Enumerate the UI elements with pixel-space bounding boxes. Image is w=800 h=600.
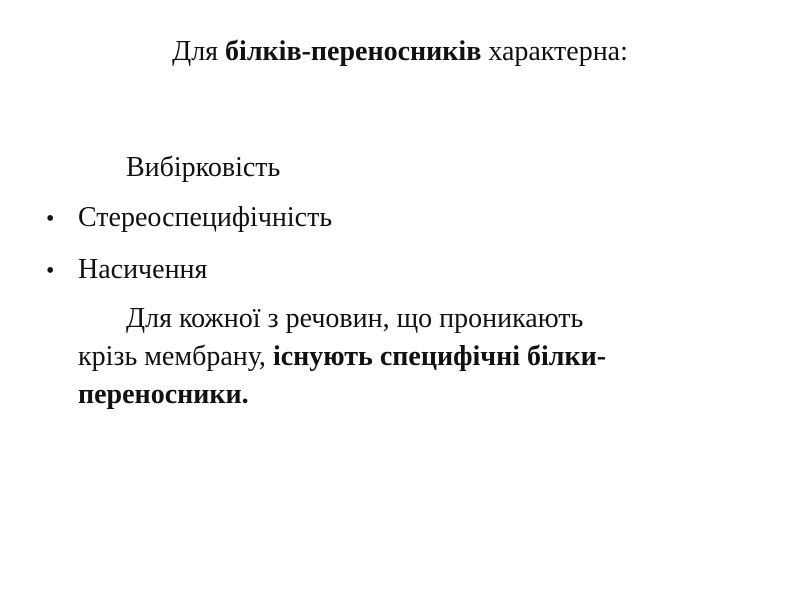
title-suffix: характерна: (481, 36, 628, 67)
title-bold-term: білків-переносників (225, 36, 482, 67)
list-item-selectivity: Вибірковість (126, 152, 281, 183)
list-item-label: Стереоспецифічність (78, 202, 333, 233)
title-prefix: Для (172, 36, 226, 67)
list-item-label: Насичення (78, 254, 208, 285)
description-paragraph (78, 300, 778, 414)
bullet-icon: • (46, 258, 55, 284)
paragraph-bold-1: існують специфічні білки- (272, 341, 607, 372)
paragraph-line-2: крізь мембрану, (78, 341, 273, 372)
list-item-saturation (46, 250, 207, 291)
slide-title (0, 32, 800, 72)
paragraph-bold-2: переносники. (78, 379, 249, 410)
list-item-stereospecificity (46, 198, 332, 239)
paragraph-line-1: Для кожної з речовин, що проникають (126, 303, 584, 334)
bullet-icon: • (46, 206, 55, 232)
